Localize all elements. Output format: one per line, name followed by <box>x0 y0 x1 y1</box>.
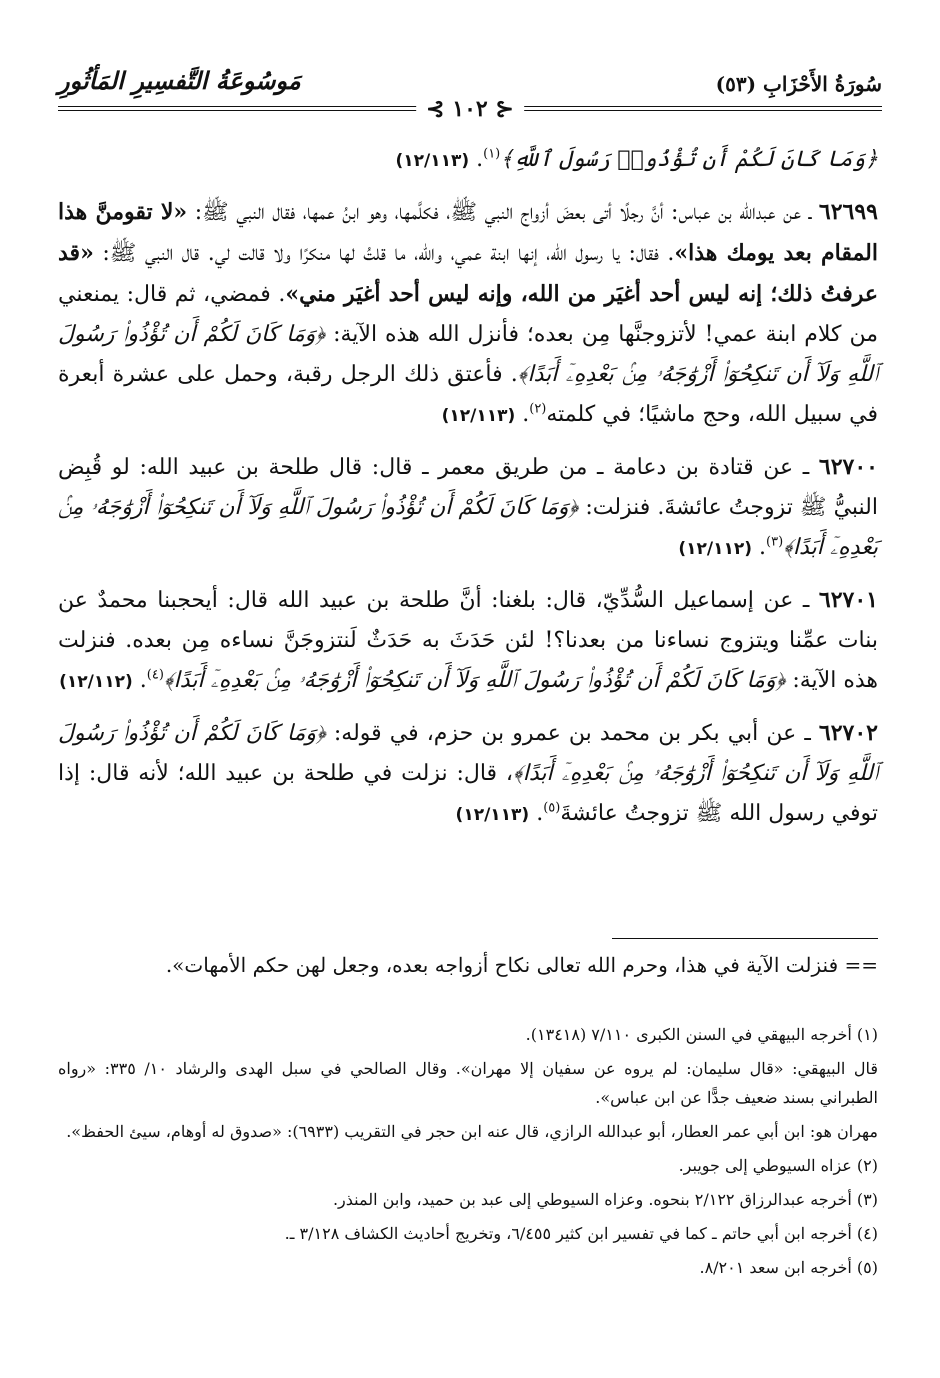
narration-text: ـ عن قتادة بن دعامة ـ من طريق معمر ـ قال: قال طلحة بن عبيد الله: لو قُبِض النبيُّ ﷺ تزوجتُ عائشةَ. فنزلت: <box>58 455 878 520</box>
narration-text: ، قال: نزلت في طلحة بن عبيد الله؛ لأنه قال: إذا توفي رسول الله ﷺ تزوجتُ عائشةَ <box>58 761 878 826</box>
quran-verse: ﴿وَمَا كَانَ لَكُمْ أَن تُؤْذُوا۟ رَسُولَ ٱللَّهِ وَلَآ أَن تَنكِحُوٓا۟ أَزْوَٰجَهُۥ مِنۢ بَعْدِهِۦٓ أَبَدًا﴾ <box>163 668 786 693</box>
quran-verse: ﴿وَمَا كَانَ لَكُمْ أَن تُؤْذُوا۟ رَسُولَ ٱللَّهِ وَلَآ أَن تَنكِحُوٓا۟ أَزْوَٰجَهُۥ مِنۢ بَعْدِهِۦٓ أَبَدًا﴾ <box>58 322 879 387</box>
page-number-ornament-left: ⊰ <box>487 96 514 122</box>
narration-text: ـ عن عبدالله بن عباس: أنَّ رجلًا أتى بعضَ أزواج النبي ﷺ، فكلَّمها، وهو ابنُ عمها، فقال النبي ﷺ: <box>187 200 819 225</box>
footnote: مهران هو: ابن أبي عمر العطار، أبو عبدالله الرازي، قال عنه ابن حجر في التقريب (٦٩٣٣): «صدوق له أوهام، سيئ الحفظ». <box>66 1122 878 1141</box>
footnote-ref: (٣) <box>766 534 784 550</box>
footnote-ref: (٢) <box>529 401 547 417</box>
page-number-value: ١٠٢ <box>452 96 488 122</box>
footnote: (٤) أخرجه ابن أبي حاتم ـ كما في تفسير ابن كثير ٦/٤٥٥، وتخريج أحاديث الكشاف ٣/١٢٨ ـ. <box>284 1224 878 1243</box>
footnote: (٢) عزاه السيوطي إلى جويبر. <box>678 1156 878 1175</box>
source-ref: (١٢/١١٢) <box>59 672 133 692</box>
narration-number: ٦٢٧٠١ <box>818 587 878 613</box>
footnote-ref: (١) <box>483 146 501 162</box>
main-text <box>58 140 878 846</box>
narration-text: ـ عن أبي بكر بن محمد بن عمرو بن حزم، في قوله: <box>325 721 819 746</box>
surah-title: سُورَةُ الأَحْزَابِ (٥٣) <box>715 72 882 96</box>
narration-text: . فأعتق ذلك الرجل رقبة، وحمل على عشرة أبعرة في سبيل الله، وحج ماشيًا؛ في كلمته <box>58 362 878 427</box>
footnotes <box>58 1020 878 1287</box>
quran-verse: ﴿وَمَا كَانَ لَكُمْ أَن تُؤْذُوا۟ رَسُولَ ٱللَّهِ وَلَآ أَن تَنكِحُوٓا۟ أَزْوَٰجَهُۥ مِنۢ بَعْدِهِۦٓ أَبَدًا﴾ <box>58 721 879 786</box>
narration-62699: ٦٢٦٩٩ ـ عن عبدالله بن عباس: أنَّ رجلًا أتى بعضَ أزواج النبي ﷺ، فكلَّمها، وهو ابنُ عمها، فقال النبي ﷺ: «لا تقومنَّ هذا المقام بعد يومك هذا». فقال: يا رسول الله، إنها ابنة عمي، والله، ما قلتُ لها منكرًا ولا قالت لي. قال النبي ﷺ: «قد عرفتُ ذلك؛ إنه ليس أحد أغيَر من الله، وإنه ليس أحد أغيَر مني». فمضي، ثم قال: يمنعني من كلام ابنة عمي! لأتزوجنَّها مِن بعده؛ فأنزل الله هذه الآية: ﴿وَمَا كَانَ لَكُمْ أَن تُؤْذُوا۟ رَسُولَ ٱللَّهِ وَلَآ أَن تَنكِحُوٓا۟ أَزْوَٰجَهُۥ مِنۢ بَعْدِهِۦٓ أَبَدًا﴾. فأعتق ذلك الرجل رقبة، وحمل على عشرة أبعرة في سبيل الله، وحج ماشيًا؛ في كلمته$^{(٢)}$. (١٢/١١٣) <box>58 199 879 427</box>
footnote-ref: (٥) <box>543 800 561 816</box>
page-header <box>58 66 882 120</box>
narration-number: ٦٢٧٠٠ <box>818 454 878 480</box>
continued-footnote: == فنزلت الآية في هذا، وحرم الله تعالى نكاح أزواجه بعده، وجعل لهن حكم الأمهات». <box>165 953 878 977</box>
footnote-separator <box>612 938 878 939</box>
hadith-quote: «قد عرفتُ ذلك؛ إنه ليس أحد أغيَر من الله، وإنه ليس أحد أغيَر مني» <box>58 240 878 307</box>
source-ref: (١٢/١١٣) <box>455 805 530 825</box>
source-ref: (١٢/١١٣) <box>441 406 516 426</box>
hadith-quote: «لا تقومنَّ هذا المقام بعد يومك هذا» <box>58 199 878 266</box>
quran-verse: ﴿وَمَا كَانَ لَكُمْ أَن تُؤْذُوا۟ رَسُولَ ٱللَّهِ وَلَآ أَن تَنكِحُوٓا۟ أَزْوَٰجَهُۥ مِنۢ بَعْدِهِۦٓ أَبَدًا﴾ <box>58 495 878 560</box>
footnote: (١) أخرجه البيهقي في السنن الكبرى ٧/١١٠ (١٣٤١٨). <box>525 1025 878 1044</box>
narration-62701: ٦٢٧٠١ ـ عن إسماعيل السُّدِّيّ، قال: بلغنا: أنَّ طلحة بن عبيد الله قال: أيحجبنا محمدٌ عن بنات عمِّنا ويتزوج نساءنا من بعدنا؟! لئن حَدَثَ به حَدَثٌ لَنتزوجَنَّ نساءه مِن بعده. فنزلت هذه الآية: ﴿وَمَا كَانَ لَكُمْ أَن تُؤْذُوا۟ رَسُولَ ٱللَّهِ وَلَآ أَن تَنكِحُوٓا۟ أَزْوَٰجَهُۥ مِنۢ بَعْدِهِۦٓ أَبَدًا﴾$^{(٤)}$. (١٢/١١٢) <box>58 587 878 693</box>
narration-62702: ٦٢٧٠٢ ـ عن أبي بكر بن محمد بن عمرو بن حزم، في قوله: ﴿وَمَا كَانَ لَكُمْ أَن تُؤْذُوا۟ رَسُولَ ٱللَّهِ وَلَآ أَن تَنكِحُوٓا۟ أَزْوَٰجَهُۥ مِنۢ بَعْدِهِۦٓ أَبَدًا﴾، قال: نزلت في طلحة بن عبيد الله؛ لأنه قال: إذا توفي رسول الله ﷺ تزوجتُ عائشةَ$^{(٥)}$. (١٢/١١٣) <box>58 720 879 826</box>
narration-text: . فقال: يا رسول الله، إنها ابنة عمي، والله، ما قلتُ لها منكرًا ولا قالت لي. قال النبي ﷺ: <box>93 241 675 266</box>
narration-number: ٦٢٦٩٩ <box>818 199 878 225</box>
narration-62700: ٦٢٧٠٠ ـ عن قتادة بن دعامة ـ من طريق معمر ـ قال: قال طلحة بن عبيد الله: لو قُبِض النبيُّ ﷺ تزوجتُ عائشةَ. فنزلت: ﴿وَمَا كَانَ لَكُمْ أَن تُؤْذُوا۟ رَسُولَ ٱللَّهِ وَلَآ أَن تَنكِحُوٓا۟ أَزْوَٰجَهُۥ مِنۢ بَعْدِهِۦٓ أَبَدًا﴾$^{(٣)}$. (١٢/١١٢) <box>58 454 878 560</box>
footnote: (٣) أخرجه عبدالرزاق ٢/١٢٢ بنحوه. وعزاه السيوطي إلى عبد بن حميد، وابن المنذر. <box>332 1190 878 1209</box>
narration-number: ٦٢٧٠٢ <box>818 720 878 746</box>
footnote-ref: (٤) <box>146 667 164 683</box>
footnote: قال البيهقي: «قال سليمان: لم يروه عن سفيان إلا مهران». وقال الصالحي في سبل الهدى والرشاد ١٠/ ٣٣٥: «رواه الطبراني بسند ضعيف جدًّا عن ابن عباس». <box>58 1059 879 1107</box>
quran-verse: ﴿وَمَا كَانَ لَكُمْ أَن تُؤْذُوا۟ رَسُولَ ٱللَّهِ﴾ <box>500 147 878 172</box>
source-ref: (١٢/١١٣) <box>395 151 470 171</box>
intro-verse: ﴿وَمَا كَانَ لَكُمْ أَن تُؤْذُوا۟ رَسُولَ ٱللَّهِ﴾$^{(١)}$. (١٢/١١٣) <box>395 146 878 172</box>
narration-text: . فمضي، ثم قال: يمنعني من كلام ابنة عمي! لأتزوجنَّها مِن بعده؛ فأنزل الله هذه الآية: <box>58 282 878 347</box>
page-number-ornament-right: ⊱ <box>426 96 453 122</box>
page-number <box>416 96 524 122</box>
footnote: (٥) أخرجه ابن سعد ٨/٢٠١. <box>699 1258 878 1277</box>
book-title: مَوسُوعَةُ التَّفسِيرِ المَأثُورِ <box>58 66 301 95</box>
narration-text: ـ عن إسماعيل السُّدِّيّ، قال: بلغنا: أنَّ طلحة بن عبيد الله قال: أيحجبنا محمدٌ عن بنات عمِّنا ويتزوج نساءنا من بعدنا؟! لئن حَدَثَ به حَدَثٌ لَنتزوجَنَّ نساءه مِن بعده. فنزلت هذه الآية: <box>58 588 878 693</box>
source-ref: (١٢/١١٢) <box>678 539 753 559</box>
